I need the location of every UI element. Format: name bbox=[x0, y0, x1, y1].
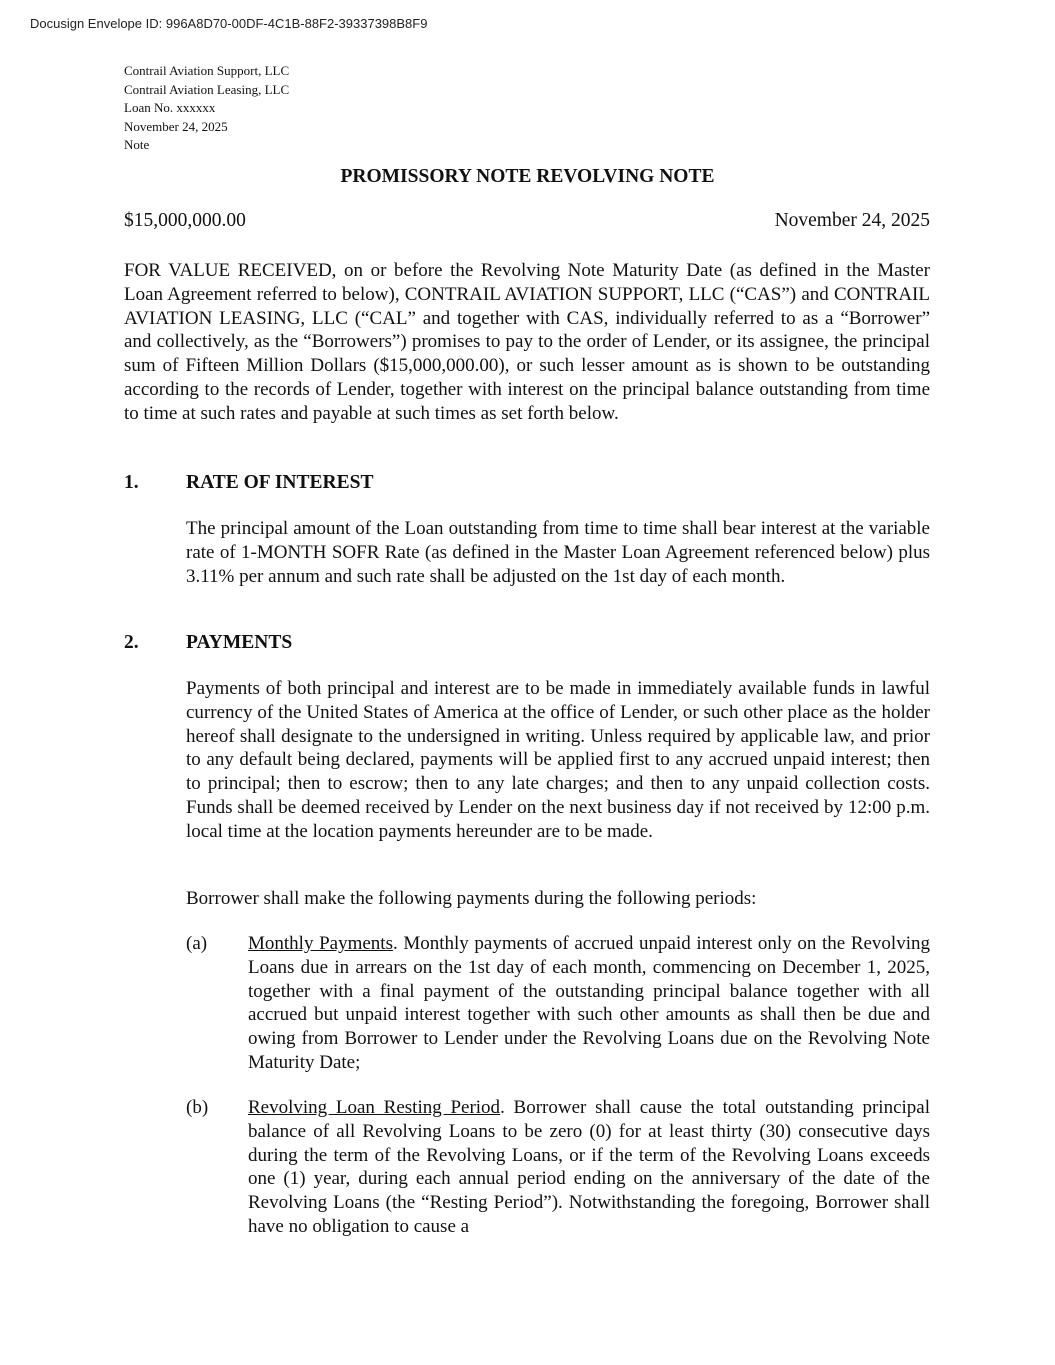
subitem-b-body bbox=[248, 1096, 930, 1239]
subitem-a-text: . Monthly payments of accrued unpaid interest only on the Revolving Loans due in arrears on the 1st day of each month, commencing on December 1, 2025, together with a final payment of the outstanding principal balance together with all accrued but unpaid interest together with such other amounts as shall then be due and owing from Borrower to Lender under the Revolving Loans due on the Revolving Note Maturity Date; bbox=[248, 933, 930, 1073]
document-title: PROMISSORY NOTE REVOLVING NOTE bbox=[340, 166, 715, 187]
section-1-text: The principal amount of the Loan outstanding from time to time shall bear interest at the variable rate of 1-MONTH SOFR Rate (as defined in the Master Loan Agreement referenced below) plus 3.11% per annum and such rate shall be adjusted on the 1st day of each month. bbox=[186, 518, 930, 587]
subitem-a-label: (a) bbox=[186, 933, 208, 954]
section-1-number: 1. bbox=[124, 472, 139, 493]
section-1-heading bbox=[124, 472, 373, 494]
principal-amount: $15,000,000.00 bbox=[124, 210, 246, 231]
document-header bbox=[124, 62, 289, 155]
section-2-heading bbox=[124, 632, 292, 654]
subitem-b-title: Revolving Loan Resting Period bbox=[248, 1097, 501, 1118]
note-date: November 24, 2025 bbox=[774, 210, 930, 231]
section-2-number: 2. bbox=[124, 632, 139, 653]
header-company-1: Contrail Aviation Support, LLC bbox=[124, 63, 290, 78]
section-2-title: PAYMENTS bbox=[186, 632, 293, 653]
subitem-b bbox=[186, 1096, 930, 1239]
docusign-envelope-id: Docusign Envelope ID: 996A8D70-00DF-4C1B-88F2-39337398B8F9 bbox=[30, 16, 428, 31]
section-1-title: RATE OF INTEREST bbox=[186, 472, 374, 493]
subitem-b-text: . Borrower shall cause the total outstanding principal balance of all Revolving Loans to be zero (0) for at least thirty (30) consecutive days during the term of the Revolving Loans, or if the term of the Revolving Loans exceeds one (1) year, during each annual period ending on the anniversary of the date of the Revolving Loans (the “Resting Period”). Notwithstanding the foregoing, Borrower shall have no obligation to cause a bbox=[248, 1097, 930, 1237]
subitem-a bbox=[186, 932, 930, 1075]
section-2-text: Payments of both principal and interest are to be made in immediately available funds in lawful currency of the United States of America at the office of Lender, or such other place as the holder hereof shall designate to the undersigned in writing. Unless required by applicable law, and prior to any default being declared, payments will be applied first to any accrued unpaid interest; then to principal; then to escrow; then to any late charges; and then to any unpaid collection costs. Funds shall be deemed received by Lender on the next business day if not received by 12:00 p.m. local time at the location payments hereunder are to be made. bbox=[186, 678, 930, 842]
intro-paragraph: FOR VALUE RECEIVED, on or before the Revolving Note Maturity Date (as defined in the Master Loan Agreement referred to below), CONTRAIL AVIATION SUPPORT, LLC (“CAS”) and CONTRAIL AVIATION LEASING, LLC (“CAL” and together with CAS, individually referred to as a “Borrower” and collectively, as the “Borrowers”) promises to pay to the order of Lender, or its assignee, the principal sum of Fifteen Million Dollars ($15,000,000.00), or such lesser amount as is shown to be outstanding according to the records of Lender, together with interest on the principal balance outstanding from time to time at such rates and payable at such times as set forth below. bbox=[124, 260, 930, 424]
subitem-a-title: Monthly Payments bbox=[248, 933, 393, 954]
header-doc-type: Note bbox=[124, 137, 150, 152]
header-loan-number: Loan No. xxxxxx bbox=[124, 100, 216, 115]
subitem-b-label: (b) bbox=[186, 1097, 209, 1118]
subitem-a-body bbox=[248, 932, 930, 1075]
section-2-intro-list: Borrower shall make the following payments during the following periods: bbox=[186, 888, 757, 909]
header-company-2: Contrail Aviation Leasing, LLC bbox=[124, 81, 290, 97]
amount-date-row bbox=[124, 210, 930, 232]
header-date: November 24, 2025 bbox=[124, 118, 228, 134]
